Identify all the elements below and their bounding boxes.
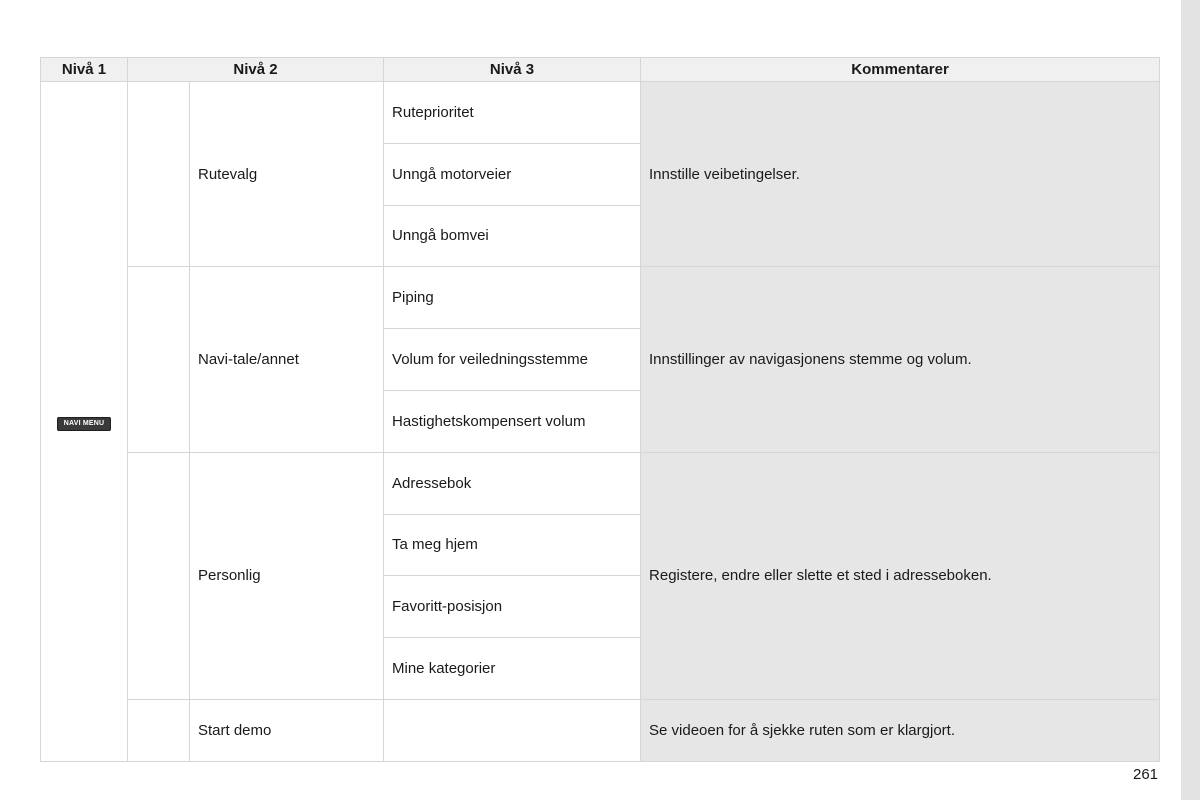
navi-menu-button-icon: NAVI MENU [57, 417, 112, 431]
header-level-3: Nivå 3 [384, 58, 641, 82]
level2-cell: Start demo [190, 699, 384, 761]
comment-cell: Registere, endre eller slette et sted i adresseboken. [641, 452, 1160, 699]
level3-cell: Unngå bomvei [384, 205, 641, 267]
level3-cell: Volum for veiledningsstemme [384, 329, 641, 391]
header-level-1: Nivå 1 [41, 58, 128, 82]
level3-cell: Hastighetskompensert volum [384, 390, 641, 452]
level3-cell: Favoritt-posisjon [384, 576, 641, 638]
comment-cell: Innstillinger av navigasjonens stemme og volum. [641, 267, 1160, 452]
indent-cell [128, 452, 190, 699]
level3-cell-empty [384, 699, 641, 761]
level3-cell: Adressebok [384, 452, 641, 514]
level3-cell: Mine kategorier [384, 638, 641, 700]
table-header-row [41, 58, 1160, 82]
settings-menu-table [40, 57, 1160, 762]
header-level-2: Nivå 2 [128, 58, 384, 82]
indent-cell [128, 699, 190, 761]
table-row [41, 699, 1160, 761]
indent-cell [128, 267, 190, 452]
header-comments: Kommentarer [641, 58, 1160, 82]
level3-cell: Unngå motorveier [384, 143, 641, 205]
comment-cell: Innstille veibetingelser. [641, 82, 1160, 267]
level3-cell: Ruteprioritet [384, 82, 641, 144]
level1-cell [41, 82, 128, 762]
table-row [41, 452, 1160, 514]
level3-cell: Piping [384, 267, 641, 329]
comment-cell: Se videoen for å sjekke ruten som er klargjort. [641, 699, 1160, 761]
table-row [41, 82, 1160, 144]
indent-cell [128, 82, 190, 267]
level2-cell: Rutevalg [190, 82, 384, 267]
page-edge-bar [1181, 0, 1200, 800]
page-number: 261 [1133, 766, 1159, 783]
level3-cell: Ta meg hjem [384, 514, 641, 576]
table-row [41, 267, 1160, 329]
level2-cell: Personlig [190, 452, 384, 699]
level2-cell: Navi-tale/annet [190, 267, 384, 452]
